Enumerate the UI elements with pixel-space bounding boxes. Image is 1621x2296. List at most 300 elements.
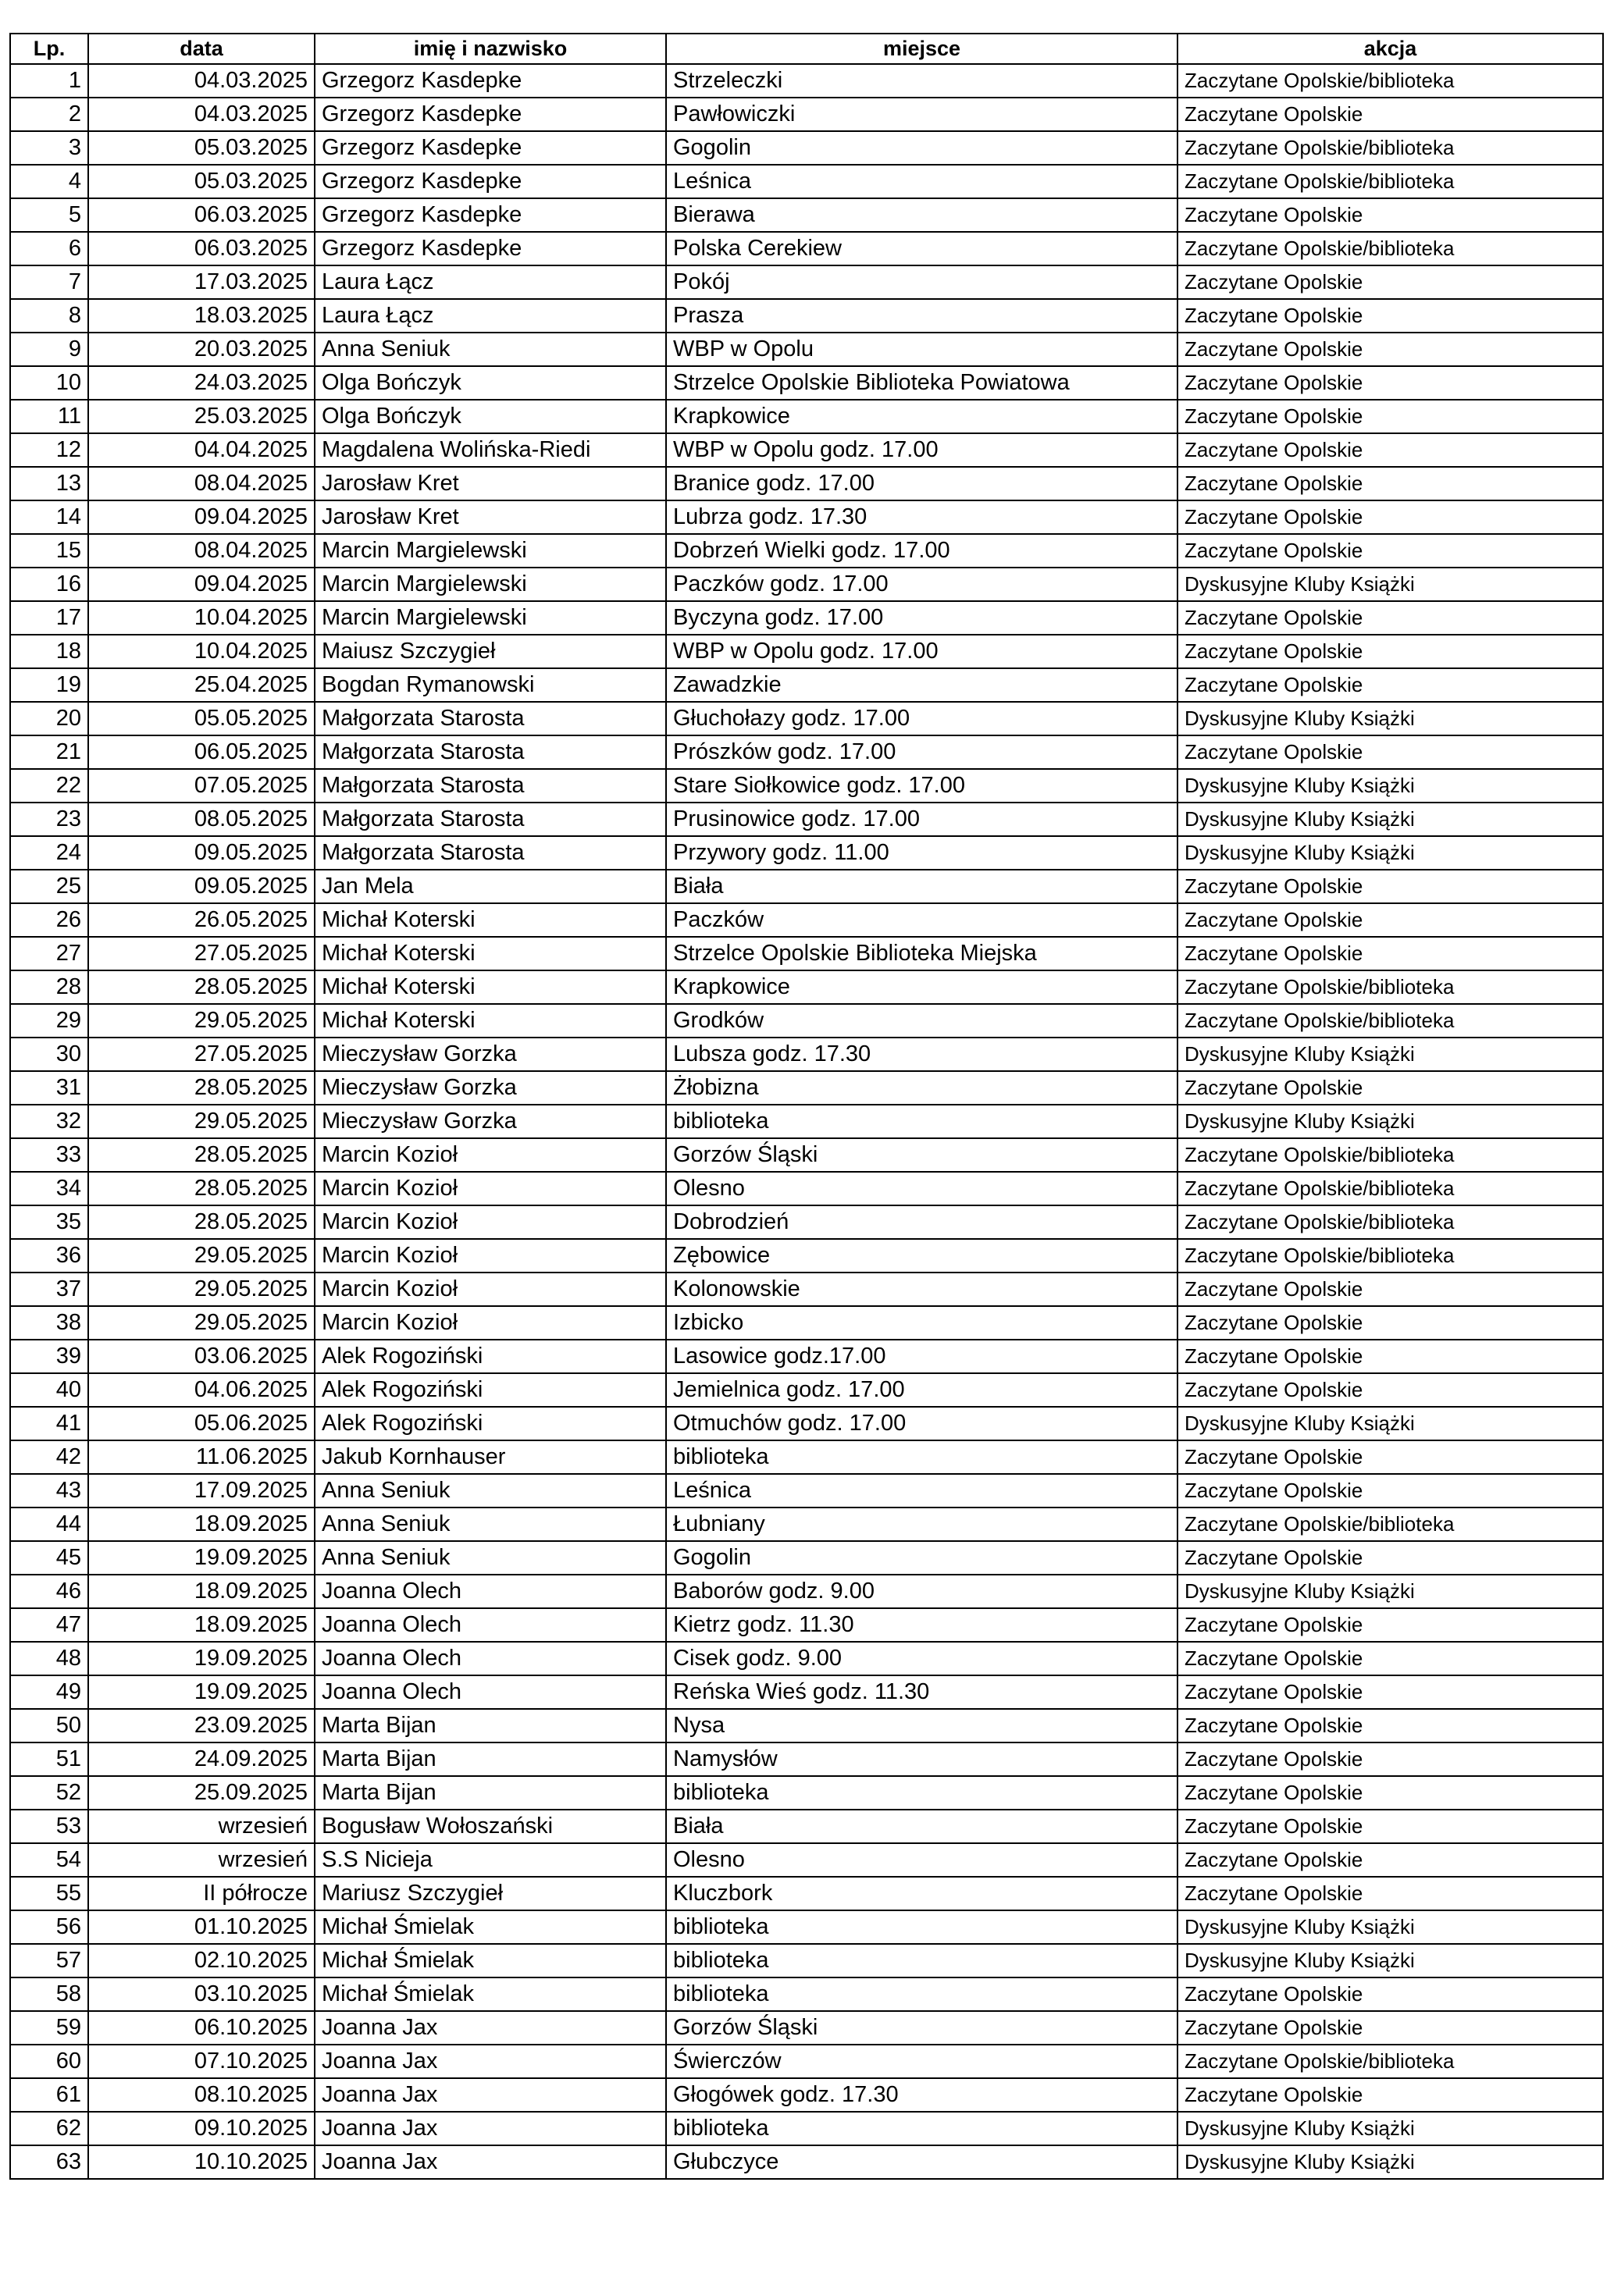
cell-name: Joanna Jax <box>315 2011 666 2045</box>
cell-place: Biała <box>666 870 1177 903</box>
cell-name: Jan Mela <box>315 870 666 903</box>
cell-lp: 12 <box>10 433 88 467</box>
cell-date: 18.09.2025 <box>88 1608 315 1642</box>
cell-date: 03.06.2025 <box>88 1340 315 1373</box>
cell-place: Zawadzkie <box>666 668 1177 702</box>
cell-date: 11.06.2025 <box>88 1440 315 1474</box>
table-row <box>10 1575 1603 1608</box>
cell-lp: 36 <box>10 1239 88 1273</box>
cell-date: 27.05.2025 <box>88 1038 315 1071</box>
cell-lp: 37 <box>10 1273 88 1306</box>
events-table <box>9 33 1604 2180</box>
cell-place: biblioteka <box>666 1776 1177 1810</box>
cell-place: biblioteka <box>666 1944 1177 1977</box>
table-row <box>10 2011 1603 2045</box>
cell-lp: 60 <box>10 2045 88 2078</box>
cell-name: Michał Śmielak <box>315 1910 666 1944</box>
cell-lp: 56 <box>10 1910 88 1944</box>
table-row <box>10 702 1603 735</box>
cell-date: 29.05.2025 <box>88 1239 315 1273</box>
table-row <box>10 568 1603 601</box>
cell-name: Marcin Kozioł <box>315 1239 666 1273</box>
cell-date: 28.05.2025 <box>88 970 315 1004</box>
cell-name: Marta Bijan <box>315 1776 666 1810</box>
cell-lp: 15 <box>10 534 88 568</box>
cell-action: Dyskusyjne Kluby Książki <box>1177 2112 1603 2145</box>
cell-action: Zaczytane Opolskie <box>1177 1709 1603 1742</box>
cell-date: 09.05.2025 <box>88 836 315 870</box>
cell-name: Michał Koterski <box>315 1004 666 1038</box>
cell-place: Biała <box>666 1810 1177 1843</box>
cell-name: Joanna Olech <box>315 1675 666 1709</box>
cell-date: 02.10.2025 <box>88 1944 315 1977</box>
cell-name: Joanna Jax <box>315 2045 666 2078</box>
cell-lp: 1 <box>10 64 88 98</box>
cell-date: 09.04.2025 <box>88 568 315 601</box>
cell-date: 23.09.2025 <box>88 1709 315 1742</box>
cell-action: Dyskusyjne Kluby Książki <box>1177 1038 1603 1071</box>
cell-date: 04.04.2025 <box>88 433 315 467</box>
cell-date: 26.05.2025 <box>88 903 315 937</box>
cell-lp: 17 <box>10 601 88 635</box>
cell-place: Gogolin <box>666 131 1177 165</box>
cell-place: Żłobizna <box>666 1071 1177 1105</box>
cell-name: Anna Seniuk <box>315 1541 666 1575</box>
cell-date: 18.09.2025 <box>88 1575 315 1608</box>
cell-date: 08.04.2025 <box>88 467 315 500</box>
cell-lp: 48 <box>10 1642 88 1675</box>
cell-date: 17.09.2025 <box>88 1474 315 1508</box>
cell-lp: 26 <box>10 903 88 937</box>
cell-place: Olesno <box>666 1843 1177 1877</box>
cell-lp: 52 <box>10 1776 88 1810</box>
cell-place: Świerczów <box>666 2045 1177 2078</box>
table-row <box>10 299 1603 333</box>
cell-action: Zaczytane Opolskie <box>1177 400 1603 433</box>
cell-name: Marcin Kozioł <box>315 1172 666 1205</box>
cell-lp: 33 <box>10 1138 88 1172</box>
cell-action: Zaczytane Opolskie <box>1177 1373 1603 1407</box>
cell-place: Dobrzeń Wielki godz. 17.00 <box>666 534 1177 568</box>
cell-name: Małgorzata Starosta <box>315 836 666 870</box>
cell-name: S.S Nicieja <box>315 1843 666 1877</box>
cell-date: 09.05.2025 <box>88 870 315 903</box>
cell-place: Paczków <box>666 903 1177 937</box>
cell-place: Lubsza godz. 17.30 <box>666 1038 1177 1071</box>
cell-action: Zaczytane Opolskie <box>1177 1977 1603 2011</box>
cell-lp: 28 <box>10 970 88 1004</box>
cell-place: Strzelce Opolskie Biblioteka Powiatowa <box>666 366 1177 400</box>
table-row <box>10 265 1603 299</box>
table-row <box>10 1004 1603 1038</box>
cell-place: Głubczyce <box>666 2145 1177 2179</box>
cell-action: Zaczytane Opolskie/biblioteka <box>1177 165 1603 198</box>
table-row <box>10 1910 1603 1944</box>
table-row <box>10 769 1603 803</box>
table-row <box>10 2112 1603 2145</box>
cell-action: Zaczytane Opolskie <box>1177 735 1603 769</box>
cell-name: Małgorzata Starosta <box>315 702 666 735</box>
cell-name: Joanna Jax <box>315 2078 666 2112</box>
cell-place: Grodków <box>666 1004 1177 1038</box>
cell-name: Marta Bijan <box>315 1742 666 1776</box>
cell-name: Jarosław Kret <box>315 500 666 534</box>
cell-name: Magdalena Wolińska-Riedi <box>315 433 666 467</box>
cell-place: Kolonowskie <box>666 1273 1177 1306</box>
cell-action: Zaczytane Opolskie <box>1177 433 1603 467</box>
cell-name: Marcin Margielewski <box>315 568 666 601</box>
table-row <box>10 433 1603 467</box>
cell-date: 28.05.2025 <box>88 1071 315 1105</box>
cell-action: Zaczytane Opolskie <box>1177 903 1603 937</box>
cell-lp: 41 <box>10 1407 88 1440</box>
cell-name: Małgorzata Starosta <box>315 769 666 803</box>
cell-place: Lubrza godz. 17.30 <box>666 500 1177 534</box>
cell-place: Pawłowiczki <box>666 98 1177 131</box>
cell-place: Namysłów <box>666 1742 1177 1776</box>
table-row <box>10 2078 1603 2112</box>
cell-name: Grzegorz Kasdepke <box>315 98 666 131</box>
cell-action: Zaczytane Opolskie/biblioteka <box>1177 1004 1603 1038</box>
cell-place: Leśnica <box>666 165 1177 198</box>
cell-name: Jakub Kornhauser <box>315 1440 666 1474</box>
cell-name: Marcin Margielewski <box>315 534 666 568</box>
cell-name: Marcin Kozioł <box>315 1138 666 1172</box>
cell-lp: 51 <box>10 1742 88 1776</box>
table-row <box>10 1071 1603 1105</box>
cell-action: Dyskusyjne Kluby Książki <box>1177 836 1603 870</box>
cell-lp: 21 <box>10 735 88 769</box>
cell-place: Izbicko <box>666 1306 1177 1340</box>
cell-lp: 57 <box>10 1944 88 1977</box>
cell-lp: 7 <box>10 265 88 299</box>
cell-date: 05.03.2025 <box>88 131 315 165</box>
table-row <box>10 735 1603 769</box>
cell-date: 18.03.2025 <box>88 299 315 333</box>
cell-action: Zaczytane Opolskie <box>1177 1474 1603 1508</box>
table-row <box>10 1474 1603 1508</box>
cell-date: 08.04.2025 <box>88 534 315 568</box>
table-row <box>10 803 1603 836</box>
cell-lp: 53 <box>10 1810 88 1843</box>
header-name: imię i nazwisko <box>315 34 666 64</box>
table-row <box>10 1810 1603 1843</box>
cell-lp: 40 <box>10 1373 88 1407</box>
cell-action: Zaczytane Opolskie <box>1177 1306 1603 1340</box>
table-row <box>10 98 1603 131</box>
cell-date: 19.09.2025 <box>88 1642 315 1675</box>
cell-name: Grzegorz Kasdepke <box>315 165 666 198</box>
cell-date: 24.09.2025 <box>88 1742 315 1776</box>
table-row <box>10 903 1603 937</box>
cell-name: Anna Seniuk <box>315 333 666 366</box>
table-row <box>10 1038 1603 1071</box>
table-row <box>10 1675 1603 1709</box>
cell-lp: 50 <box>10 1709 88 1742</box>
cell-lp: 10 <box>10 366 88 400</box>
table-row <box>10 1642 1603 1675</box>
cell-lp: 8 <box>10 299 88 333</box>
cell-name: Grzegorz Kasdepke <box>315 198 666 232</box>
cell-lp: 14 <box>10 500 88 534</box>
cell-date: 04.06.2025 <box>88 1373 315 1407</box>
cell-name: Anna Seniuk <box>315 1474 666 1508</box>
cell-action: Zaczytane Opolskie <box>1177 601 1603 635</box>
cell-lp: 23 <box>10 803 88 836</box>
cell-date: 10.10.2025 <box>88 2145 315 2179</box>
cell-lp: 24 <box>10 836 88 870</box>
table-row <box>10 1205 1603 1239</box>
table-row <box>10 232 1603 265</box>
cell-name: Joanna Olech <box>315 1608 666 1642</box>
cell-action: Zaczytane Opolskie <box>1177 2011 1603 2045</box>
cell-name: Michał Koterski <box>315 970 666 1004</box>
cell-name: Laura Łącz <box>315 299 666 333</box>
cell-place: Prasza <box>666 299 1177 333</box>
cell-place: biblioteka <box>666 1977 1177 2011</box>
cell-date: 27.05.2025 <box>88 937 315 970</box>
cell-place: Kluczbork <box>666 1877 1177 1910</box>
cell-name: Marcin Kozioł <box>315 1273 666 1306</box>
cell-place: Byczyna godz. 17.00 <box>666 601 1177 635</box>
table-row <box>10 1977 1603 2011</box>
table-row <box>10 2045 1603 2078</box>
cell-action: Zaczytane Opolskie <box>1177 1877 1603 1910</box>
cell-lp: 20 <box>10 702 88 735</box>
table-row <box>10 1608 1603 1642</box>
cell-action: Dyskusyjne Kluby Książki <box>1177 1910 1603 1944</box>
table-body <box>10 64 1603 2179</box>
cell-place: Zębowice <box>666 1239 1177 1273</box>
table-row <box>10 165 1603 198</box>
cell-date: 05.03.2025 <box>88 165 315 198</box>
header-date: data <box>88 34 315 64</box>
cell-lp: 58 <box>10 1977 88 2011</box>
cell-date: 06.03.2025 <box>88 232 315 265</box>
cell-date: 07.10.2025 <box>88 2045 315 2078</box>
cell-action: Zaczytane Opolskie <box>1177 635 1603 668</box>
cell-place: Przywory godz. 11.00 <box>666 836 1177 870</box>
cell-lp: 34 <box>10 1172 88 1205</box>
header-lp: Lp. <box>10 34 88 64</box>
cell-place: Głuchołazy godz. 17.00 <box>666 702 1177 735</box>
cell-name: Małgorzata Starosta <box>315 803 666 836</box>
cell-date: 01.10.2025 <box>88 1910 315 1944</box>
cell-place: Strzeleczki <box>666 64 1177 98</box>
cell-name: Michał Śmielak <box>315 1944 666 1977</box>
cell-action: Zaczytane Opolskie <box>1177 937 1603 970</box>
cell-action: Zaczytane Opolskie <box>1177 500 1603 534</box>
cell-action: Zaczytane Opolskie <box>1177 870 1603 903</box>
cell-lp: 4 <box>10 165 88 198</box>
cell-name: Alek Rogoziński <box>315 1373 666 1407</box>
cell-action: Zaczytane Opolskie/biblioteka <box>1177 2045 1603 2078</box>
cell-lp: 2 <box>10 98 88 131</box>
cell-place: Stare Siołkowice godz. 17.00 <box>666 769 1177 803</box>
cell-lp: 46 <box>10 1575 88 1608</box>
table-row <box>10 64 1603 98</box>
cell-date: 28.05.2025 <box>88 1138 315 1172</box>
cell-lp: 43 <box>10 1474 88 1508</box>
cell-name: Alek Rogoziński <box>315 1407 666 1440</box>
cell-date: 29.05.2025 <box>88 1306 315 1340</box>
cell-date: 17.03.2025 <box>88 265 315 299</box>
cell-date: 05.05.2025 <box>88 702 315 735</box>
table-row <box>10 1172 1603 1205</box>
cell-date: 08.05.2025 <box>88 803 315 836</box>
table-row <box>10 1239 1603 1273</box>
cell-date: 29.05.2025 <box>88 1004 315 1038</box>
cell-name: Mieczysław Gorzka <box>315 1038 666 1071</box>
cell-place: Głogówek godz. 17.30 <box>666 2078 1177 2112</box>
cell-place: Bierawa <box>666 198 1177 232</box>
cell-place: Gorzów Śląski <box>666 2011 1177 2045</box>
cell-lp: 63 <box>10 2145 88 2179</box>
cell-lp: 27 <box>10 937 88 970</box>
table-row <box>10 1843 1603 1877</box>
cell-place: Krapkowice <box>666 970 1177 1004</box>
cell-place: biblioteka <box>666 1910 1177 1944</box>
table-row <box>10 1709 1603 1742</box>
table-row <box>10 1373 1603 1407</box>
cell-place: Branice godz. 17.00 <box>666 467 1177 500</box>
cell-date: 04.03.2025 <box>88 64 315 98</box>
cell-lp: 39 <box>10 1340 88 1373</box>
cell-place: biblioteka <box>666 2112 1177 2145</box>
cell-lp: 6 <box>10 232 88 265</box>
cell-action: Zaczytane Opolskie <box>1177 366 1603 400</box>
cell-name: Joanna Olech <box>315 1575 666 1608</box>
cell-action: Zaczytane Opolskie/biblioteka <box>1177 1138 1603 1172</box>
table-row <box>10 1742 1603 1776</box>
cell-action: Dyskusyjne Kluby Książki <box>1177 803 1603 836</box>
cell-action: Zaczytane Opolskie/biblioteka <box>1177 970 1603 1004</box>
cell-action: Dyskusyjne Kluby Książki <box>1177 702 1603 735</box>
cell-lp: 19 <box>10 668 88 702</box>
cell-date: 28.05.2025 <box>88 1205 315 1239</box>
cell-lp: 61 <box>10 2078 88 2112</box>
cell-name: Marcin Kozioł <box>315 1306 666 1340</box>
cell-place: biblioteka <box>666 1440 1177 1474</box>
table-row <box>10 131 1603 165</box>
cell-action: Dyskusyjne Kluby Książki <box>1177 568 1603 601</box>
cell-date: 08.10.2025 <box>88 2078 315 2112</box>
cell-name: Marta Bijan <box>315 1709 666 1742</box>
cell-action: Zaczytane Opolskie/biblioteka <box>1177 1205 1603 1239</box>
cell-action: Zaczytane Opolskie/biblioteka <box>1177 1239 1603 1273</box>
cell-place: Leśnica <box>666 1474 1177 1508</box>
cell-place: Paczków godz. 17.00 <box>666 568 1177 601</box>
cell-action: Dyskusyjne Kluby Książki <box>1177 1944 1603 1977</box>
cell-action: Zaczytane Opolskie <box>1177 1608 1603 1642</box>
table-row <box>10 1138 1603 1172</box>
cell-place: Kietrz godz. 11.30 <box>666 1608 1177 1642</box>
cell-date: 03.10.2025 <box>88 1977 315 2011</box>
header-place: miejsce <box>666 34 1177 64</box>
table-row <box>10 333 1603 366</box>
cell-name: Marcin Margielewski <box>315 601 666 635</box>
cell-name: Michał Koterski <box>315 903 666 937</box>
cell-action: Zaczytane Opolskie/biblioteka <box>1177 131 1603 165</box>
cell-action: Zaczytane Opolskie/biblioteka <box>1177 1508 1603 1541</box>
cell-lp: 32 <box>10 1105 88 1138</box>
cell-date: 20.03.2025 <box>88 333 315 366</box>
cell-place: Lasowice godz.17.00 <box>666 1340 1177 1373</box>
cell-date: 09.04.2025 <box>88 500 315 534</box>
cell-place: Gorzów Śląski <box>666 1138 1177 1172</box>
cell-action: Zaczytane Opolskie <box>1177 1071 1603 1105</box>
cell-date: 28.05.2025 <box>88 1172 315 1205</box>
cell-date: 19.09.2025 <box>88 1541 315 1575</box>
cell-name: Małgorzata Starosta <box>315 735 666 769</box>
table-row <box>10 601 1603 635</box>
cell-lp: 62 <box>10 2112 88 2145</box>
cell-name: Bogusław Wołoszański <box>315 1810 666 1843</box>
cell-place: Krapkowice <box>666 400 1177 433</box>
cell-lp: 3 <box>10 131 88 165</box>
cell-place: Baborów godz. 9.00 <box>666 1575 1177 1608</box>
cell-place: Jemielnica godz. 17.00 <box>666 1373 1177 1407</box>
table-row <box>10 635 1603 668</box>
cell-action: Dyskusyjne Kluby Książki <box>1177 769 1603 803</box>
cell-action: Zaczytane Opolskie <box>1177 1273 1603 1306</box>
cell-place: Nysa <box>666 1709 1177 1742</box>
cell-action: Zaczytane Opolskie <box>1177 1810 1603 1843</box>
cell-lp: 5 <box>10 198 88 232</box>
cell-name: Grzegorz Kasdepke <box>315 131 666 165</box>
table-row <box>10 1407 1603 1440</box>
cell-action: Zaczytane Opolskie <box>1177 1843 1603 1877</box>
table-row <box>10 1776 1603 1810</box>
cell-place: Strzelce Opolskie Biblioteka Miejska <box>666 937 1177 970</box>
cell-lp: 54 <box>10 1843 88 1877</box>
table-row <box>10 534 1603 568</box>
cell-name: Mariusz Szczygieł <box>315 1877 666 1910</box>
table-row <box>10 1440 1603 1474</box>
cell-name: Grzegorz Kasdepke <box>315 232 666 265</box>
cell-place: Prószków godz. 17.00 <box>666 735 1177 769</box>
cell-action: Zaczytane Opolskie/biblioteka <box>1177 1172 1603 1205</box>
cell-action: Zaczytane Opolskie <box>1177 98 1603 131</box>
cell-lp: 49 <box>10 1675 88 1709</box>
table-row <box>10 1273 1603 1306</box>
table-row <box>10 1105 1603 1138</box>
cell-action: Dyskusyjne Kluby Książki <box>1177 1407 1603 1440</box>
cell-lp: 22 <box>10 769 88 803</box>
cell-date: 29.05.2025 <box>88 1105 315 1138</box>
cell-date: wrzesień <box>88 1843 315 1877</box>
cell-action: Zaczytane Opolskie <box>1177 299 1603 333</box>
cell-lp: 45 <box>10 1541 88 1575</box>
table-row <box>10 668 1603 702</box>
cell-date: 07.05.2025 <box>88 769 315 803</box>
cell-place: WBP w Opolu <box>666 333 1177 366</box>
cell-lp: 11 <box>10 400 88 433</box>
cell-name: Joanna Olech <box>315 1642 666 1675</box>
cell-lp: 35 <box>10 1205 88 1239</box>
cell-name: Joanna Jax <box>315 2145 666 2179</box>
cell-place: Łubniany <box>666 1508 1177 1541</box>
cell-date: wrzesień <box>88 1810 315 1843</box>
table-row <box>10 1877 1603 1910</box>
cell-date: 25.09.2025 <box>88 1776 315 1810</box>
cell-lp: 42 <box>10 1440 88 1474</box>
cell-date: 09.10.2025 <box>88 2112 315 2145</box>
cell-place: Olesno <box>666 1172 1177 1205</box>
table-header <box>10 34 1603 64</box>
cell-place: Polska Cerekiew <box>666 232 1177 265</box>
cell-lp: 59 <box>10 2011 88 2045</box>
